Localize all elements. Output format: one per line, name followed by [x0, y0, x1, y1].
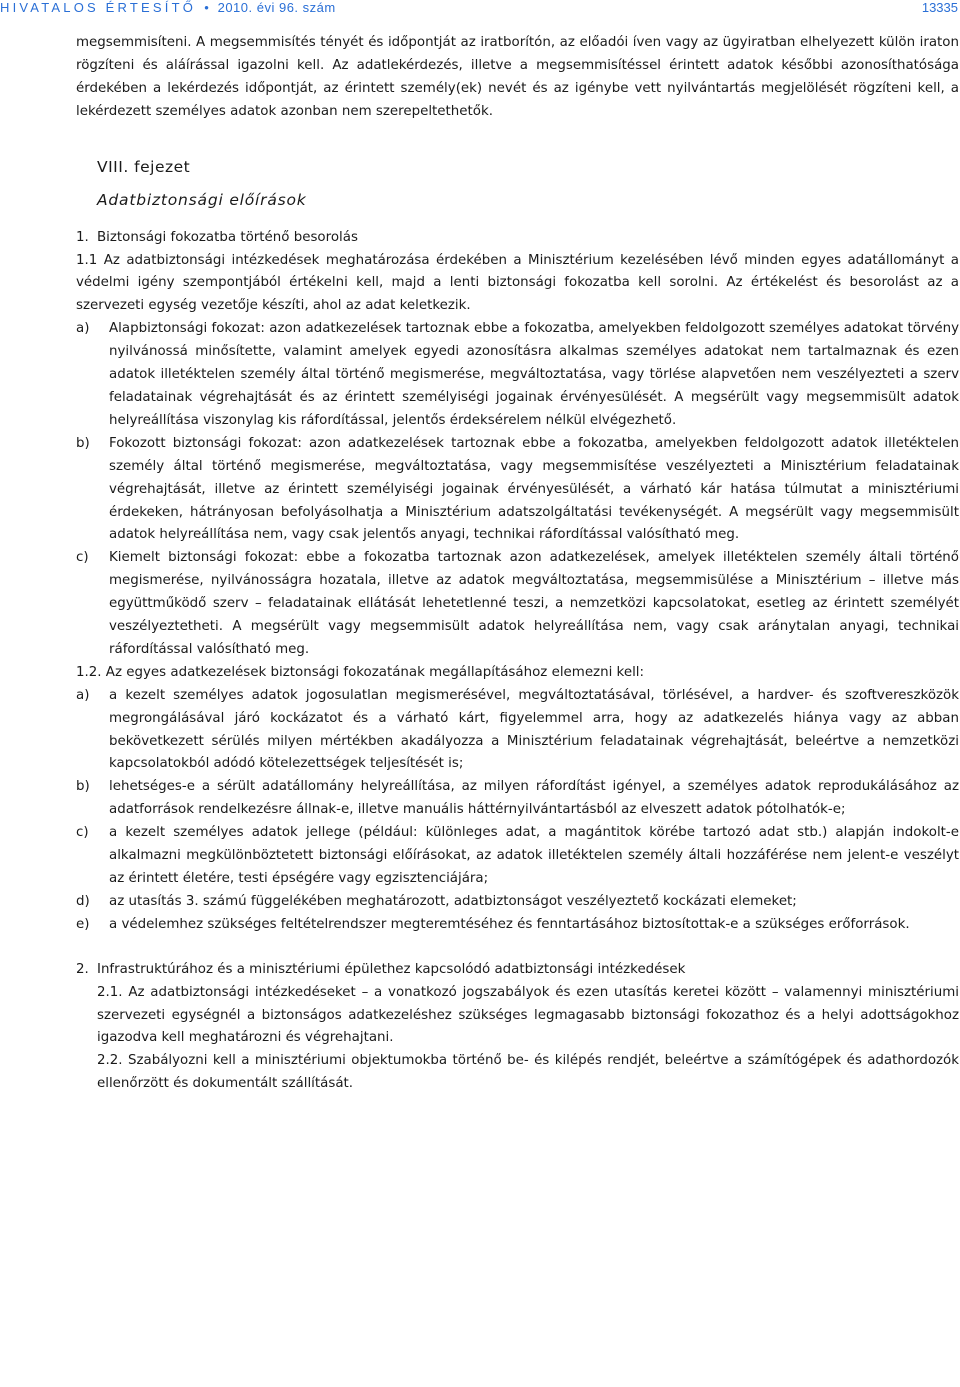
page-header	[0, 0, 960, 22]
section-2-heading	[76, 959, 959, 982]
list-1-1	[76, 318, 959, 662]
list-1-2	[76, 685, 959, 937]
list-item	[76, 822, 959, 891]
list-item	[76, 685, 959, 777]
list-item-label: b)	[76, 435, 90, 451]
list-item	[76, 891, 959, 914]
page-number: 13335	[921, 0, 958, 15]
list-item	[76, 547, 959, 662]
paragraph-1-2: 1.2. Az egyes adatkezelések biztonsági fokozatának megállapításához elemezni kell:	[76, 664, 645, 680]
section-1-heading	[76, 227, 959, 250]
list-item-label: b)	[76, 779, 90, 795]
paragraph-2-1: 2.1. Az adatbiztonsági intézkedéseket – a vonatkozó jogszabályok és ezen utasítás keretei között – valamennyi minisztériumi szervezeti egységnél a biztonságos adatkezeléshez szükséges legmagasabb biztonsági fokozathoz és a helyi adottságokhoz igazodva kell meghatározni és végrehajtani.	[97, 984, 959, 1046]
section-title: Biztonsági fokozatba történő besorolás	[97, 229, 358, 245]
bullet-separator-icon: •	[200, 0, 214, 15]
list-item	[76, 776, 959, 822]
list-item-label: c)	[76, 825, 89, 841]
list-item-text: Kiemelt biztonsági fokozat: ebbe a fokozatba tartoznak azon adatkezelések, amelyek illetéktelen személy általi történő megismerése, nyilvánosságra hozatala, illetve az adatok megváltoztatása, megsemmisülése a Minisztérium – illetve más együttműködő szerv – feladatainak ellátását lehetetlenné teszi, a nemzetközi kapcsolatokat, esetleg az érintett személyét veszélyeztetheti. A megsérült vagy megsemmisült adatok helyreállítása nem, vagy csak aránytalan anyagi, technikai ráfordítással valósítható meg.	[109, 550, 959, 657]
running-head	[0, 0, 336, 15]
section-number: 1.	[76, 229, 89, 245]
list-item-text: a védelemhez szükséges feltételrendszer megteremtéséhez és fenntartásához biztosítottak-e a szükséges erőforrások.	[109, 916, 910, 932]
list-item-label: c)	[76, 550, 89, 566]
list-item-text: Alapbiztonsági fokozat: azon adatkezelések tartoznak ebbe a fokozatba, amelyekben feldolgozott személyes adatokat törvény nyilvánossá minősítette, valamint amelyek egyedi azonosításra alkalmas személyes adatokat nem tartalmaznak és ezen adatok illetéktelen személy által történő megismerése, megváltoztatása, vagy törlése alapvetően nem veszélyezteti a szerv feladatainak végrehajtását és az érintett személyiségi jogainak érvényesülését. A megsérült vagy megsemmisült adatok helyreállítása viszonylag kis ráfordítással, jelentős érdeksérelem nélkül elvégezhető.	[109, 321, 959, 428]
paragraph-2-2: 2.2. Szabályozni kell a minisztériumi objektumokba történő be- és kilépés rendjét, beleértve a számítógépek és adathordozók ellenőrzött és dokumentált szállítását.	[97, 1053, 959, 1092]
section-number: 2.	[76, 961, 89, 977]
list-item-label: e)	[76, 916, 90, 932]
list-item-text: lehetséges-e a sérült adatállomány helyreállítása, az milyen ráfordítást igényel, a személyes adatok reprodukálásához az adatforrások rendelkezésre állnak-e, illetve manuális háttérnyilvántartásból az elveszett adatok pótolhatók-e;	[109, 779, 959, 818]
list-item	[76, 318, 959, 433]
issue-label: 2010. évi 96. szám	[217, 0, 336, 15]
journal-name: HIVATALOS ÉRTESÍTŐ	[0, 0, 197, 15]
chapter-heading: VIII. fejezet	[97, 157, 191, 176]
section-title: Infrastruktúrához és a minisztériumi épülethez kapcsolódó adatbiztonsági intézkedések	[97, 961, 686, 977]
document-body	[76, 32, 959, 1096]
list-item-label: a)	[76, 321, 90, 337]
list-item-label: a)	[76, 687, 90, 703]
list-item-text: az utasítás 3. számú függelékében meghatározott, adatbiztonságot veszélyeztető kockázati elemeket;	[109, 893, 797, 909]
list-item	[76, 433, 959, 548]
list-item-label: d)	[76, 893, 90, 909]
paragraph-continuation: megsemmisíteni. A megsemmisítés tényét és időpontját az iratborítón, az előadói íven vagy az ügyiratban elhelyezett külön iraton rögzíteni és aláírással igazolni kell. Az adatlekérdezés, illetve a megsemmisítéssel érintett adatok későbbi azonosíthatósága érdekében a lekérdezés időpontját, az érintett személy(ek) nevét és az igénybe vett nyilvántartás megjelölését rögzíteni kell, a lekérdezett személyes adatok azonban nem szerepeltethetők.	[76, 35, 959, 119]
list-item-text: a kezelt személyes adatok jellege (például: különleges adat, a magántitok körébe tartozó adat stb.) alapján indokolt-e alkalmazni megkülönböztetett biztonsági előírásokat, az adatok illetéktelen személy általi hozzáférése nem jelent-e veszélyt az érintett életére, testi épségére vagy egzisztenciájára;	[109, 825, 959, 886]
paragraph-1-1: 1.1 Az adatbiztonsági intézkedések meghatározása érdekében a Minisztérium kezelésében lévő minden egyes adatállományt a védelmi igény szempontjából értékelni kell, majd a lenti biztonsági fokozatba kell sorolni. Az értékelést és besorolást az a szervezeti egység vezetője készíti, ahol az adat keletkezik.	[76, 252, 959, 314]
list-item-text: Fokozott biztonsági fokozat: azon adatkezelések tartoznak ebbe a fokozatba, amelyekben feldolgozott adatok illetéktelen személy által történő megismerése, megváltoztatása, vagy megsemmisítése veszélyezteti a Minisztérium feladatainak végrehajtását, illetve az érintett személyiségi jogainak érvényesülését, a várható kár hatása túlmutat a minisztériumi érdekeken, hátrányosan befolyásolhatja a Minisztérium adatszolgáltatási tevékenységét. A megsérült vagy megsemmisült adatok helyreállítása nem, vagy csak jelentős anyagi, technikai ráfordítással valósítható meg.	[109, 435, 959, 543]
list-item	[76, 914, 959, 937]
chapter-title: Adatbiztonsági előírások	[97, 190, 307, 209]
list-item-text: a kezelt személyes adatok jogosulatlan megismerésével, megváltoztatásával, törlésével, a hardver- és szoftvereszközök megrongálásával járó kockázatot és a várható kárt, figyelemmel arra, hogy az adatkezelés hiánya vagy az abban bekövetkezett sérülés milyen mértékben akadályozza a Minisztérium feladatainak végrehajtását, beleértve a nemzetközi kapcsolatokból adódó kötelezettségek teljesítését is;	[109, 687, 959, 772]
